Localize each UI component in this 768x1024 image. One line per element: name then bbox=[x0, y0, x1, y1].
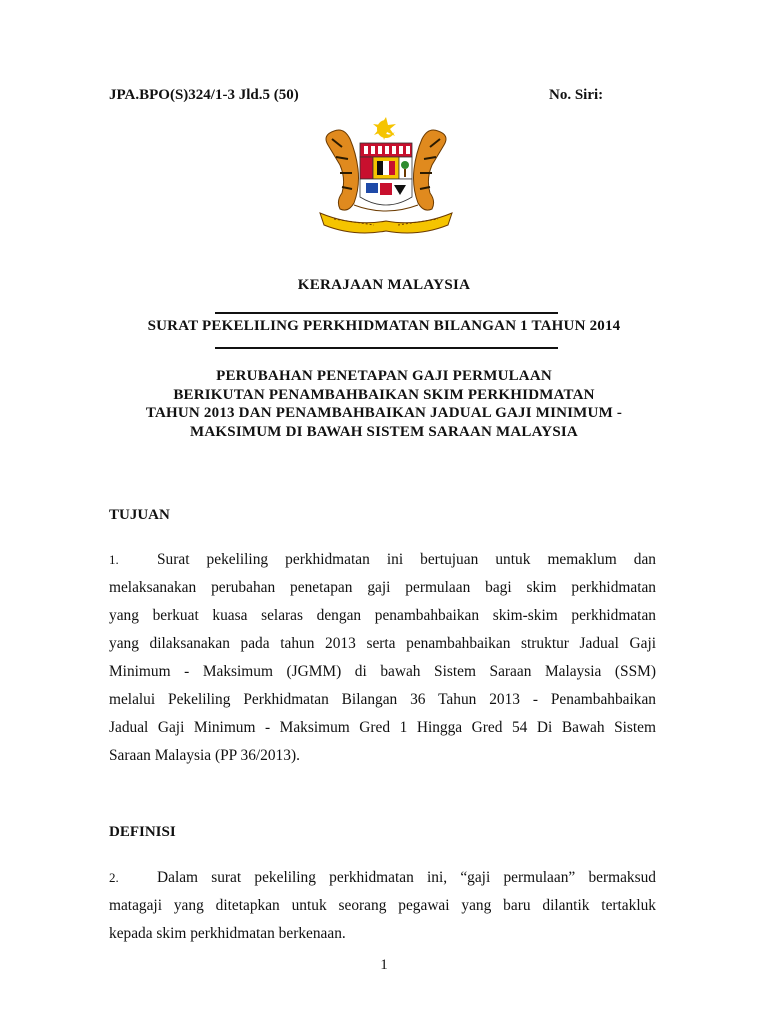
government-title: KERAJAAN MALAYSIA bbox=[297, 277, 471, 293]
subject-line: MAKSIMUM DI BAWAH SISTEM SARAAN MALAYSIA bbox=[190, 423, 578, 440]
paragraph-number: 2. bbox=[109, 870, 119, 885]
paragraph-line: melaksanakan perubahan penetapan gaji permulaan bagi skim perkhidmatan bbox=[109, 579, 656, 596]
paragraph-text: Surat pekeliling perkhidmatan ini bertujuan untuk memaklum dan bbox=[157, 551, 656, 568]
paragraph-line: melalui Pekeliling Perkhidmatan Bilangan 36 Tahun 2013 - Penambahbaikan bbox=[109, 691, 656, 708]
subject-line: PERUBAHAN PENETAPAN GAJI PERMULAAN bbox=[216, 368, 552, 384]
paragraph-line: Minimum - Maksimum (JGMM) di bawah Sistem Saraan Malaysia (SSM) bbox=[109, 663, 656, 680]
section-heading-definisi: DEFINISI bbox=[109, 824, 176, 840]
paragraph-line: kepada skim perkhidmatan berkenaan. bbox=[109, 925, 346, 942]
paragraph-line: Jadual Gaji Minimum - Maksimum Gred 1 Hingga Gred 54 Di Bawah Sistem bbox=[109, 719, 656, 736]
paragraph-text: Dalam surat pekeliling perkhidmatan ini, “gaji permulaan” bermaksud bbox=[157, 869, 656, 886]
paragraph-line bbox=[109, 864, 656, 892]
serial-number-label: No. Siri: bbox=[549, 87, 604, 103]
reference-number: JPA.BPO(S)324/1-3 Jld.5 (50) bbox=[109, 87, 299, 103]
divider-line-top bbox=[215, 312, 558, 314]
subject-line: TAHUN 2013 DAN PENAMBAHBAIKAN JADUAL GAJI MINIMUM - bbox=[145, 405, 623, 421]
subject-line: BERIKUTAN PENAMBAHBAIKAN SKIM PERKHIDMATAN bbox=[173, 386, 595, 403]
paragraph-line bbox=[109, 546, 656, 574]
subject-title bbox=[60, 367, 708, 441]
paragraph-1 bbox=[109, 546, 656, 770]
paragraph-2 bbox=[109, 864, 656, 948]
circular-title: SURAT PEKELILING PERKHIDMATAN BILANGAN 1 TAHUN 2014 bbox=[147, 318, 621, 334]
page-number: 1 bbox=[380, 957, 388, 973]
section-heading-tujuan: TUJUAN bbox=[109, 507, 170, 523]
paragraph-line: matagaji yang ditetapkan untuk seorang pegawai yang baru dilantik tertakluk bbox=[109, 897, 656, 914]
paragraph-line: yang berkuat kuasa selaras dengan penambahbaikan skim-skim perkhidmatan bbox=[109, 607, 656, 624]
divider-line-bottom bbox=[215, 347, 558, 349]
paragraph-number: 1. bbox=[109, 552, 119, 567]
coat-of-arms-icon bbox=[314, 117, 458, 237]
paragraph-line: yang dilaksanakan pada tahun 2013 serta penambahbaikan struktur Jadual Gaji bbox=[109, 635, 656, 652]
paragraph-line: Saraan Malaysia (PP 36/2013). bbox=[109, 747, 300, 764]
